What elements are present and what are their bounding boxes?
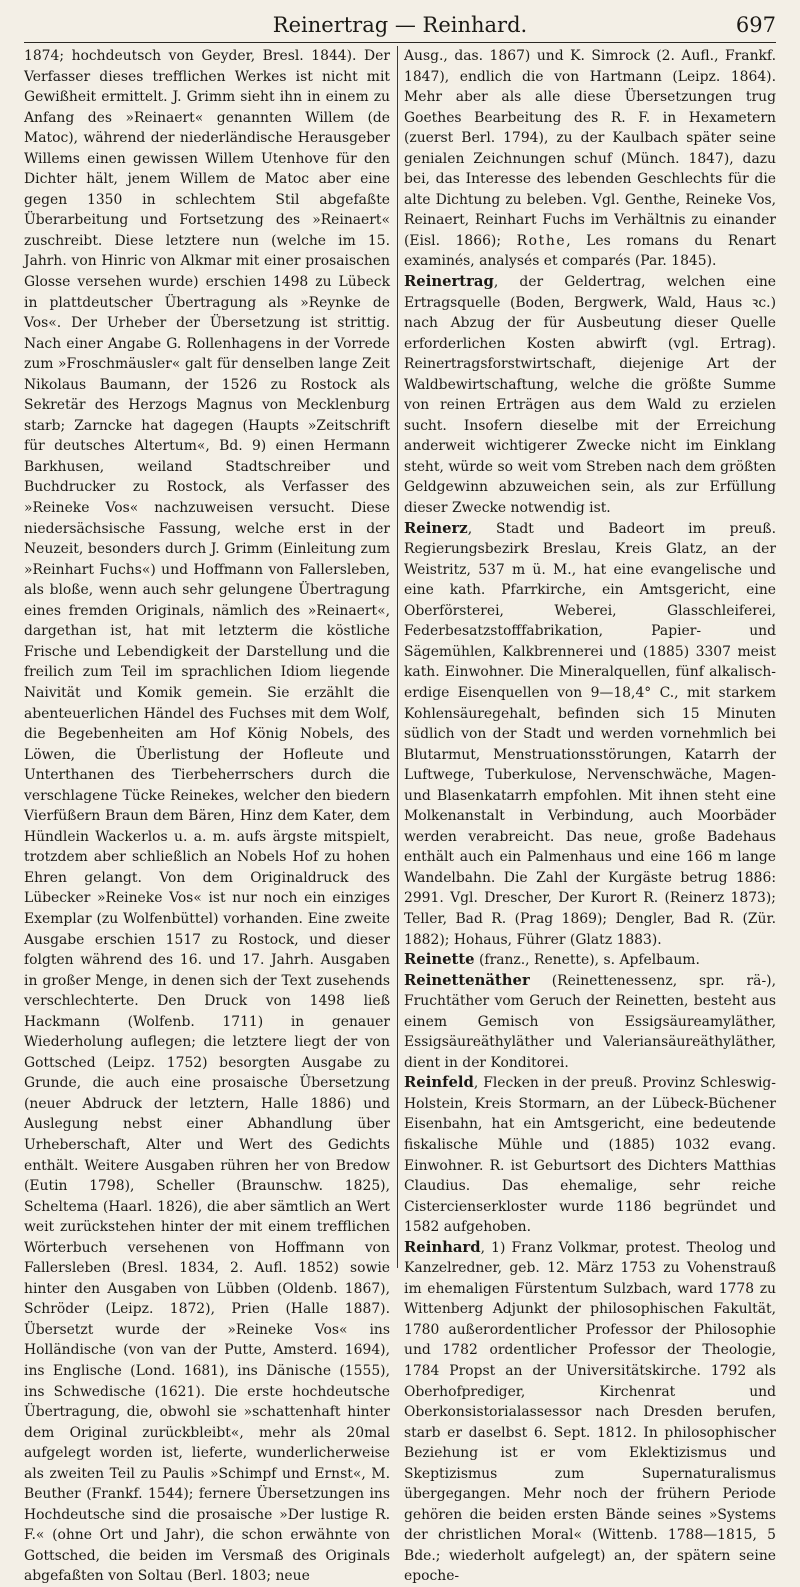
entry-text: , der Geldertrag, welchen eine Ertragsquelle (Boden, Bergwerk, Wald, Haus ꝛc.) nach Abzug der für Ausbeutung dieser Quelle erforderlichen Kosten abwirft (vgl. Ertrag). Reinertragsforstwirtschaft, diejenige Art der Waldbewirtschaftung, welche die größte Summe von reinen Erträgen aus dem Wald zu erzielen sucht. Insofern dieselbe mit der Erreichung anderweit wichtigerer Zwecke nicht im Einklang steht, würde so weit vom Streben nach dem größten Geldgewinn abzuweichen sein, als zur Erfüllung dieser Zwecke notwendig ist. — [404, 274, 776, 517]
entry-reinettenaether — [404, 971, 776, 1074]
left-column — [24, 46, 390, 1585]
entry-text: , 1) Franz Volkmar, protest. Theolog und Kanzelredner, geb. 12. März 1753 zu Vohenstrauß im ehemaligen Fürstentum Sulzbach, ward 1778 zu Wittenberg Adjunkt der philosophischen Fakultät, 1780 außerordentlicher Professor der Philosophie und 1782 ordentlicher Professor der Theologie, 1784 Propst an der Universitätskirche. 1792 als Oberhofprediger, Kirchenrat und Oberkonsistorialassessor nach Dresden berufen, starb er daselbst 6. Sept. 1812. In philosophischer Beziehung ist er vom Eklektizismus und Skeptizismus zum Supernaturalismus übergegangen. Mehr noch der frühern Periode gehören die beiden ersten Bände seines »Systems der christlichen Moral« (Wittenb. 1788—1815, 5 Bde.; wiederholt aufgelegt) an, der spätern seine epoche- — [404, 1239, 776, 1585]
continuation-paragraph — [404, 46, 776, 272]
page-number: 697 — [735, 13, 776, 37]
running-title: Reinertrag — Reinhard. — [272, 13, 528, 37]
headword: Reinhard — [404, 1238, 481, 1256]
continuation-text: Ausg., das. 1867) und K. Simrock (2. Aufl., Frankf. 1847), endlich die von Hartmann (Leipz. 1864). Mehr aber als alle diese Übersetzungen trug Goethes Bearbeitung des R. F. in Hexametern (zuerst Berl. 1794), zu der Kaulbach später seine genialen Zeichnungen schuf (Münch. 1847), dazu bei, das Interesse des lebenden Geschlechts für die alte Dichtung zu beleben. Vgl. Genthe, Reineke Vos, Reinaert, Reinhart Fuchs im Verhältnis zu einander (Eisl. 1866); — [404, 48, 776, 249]
left-column-text: 1874; hochdeutsch von Geyder, Bresl. 1844). Der Verfasser dieses trefflichen Werkes ist nicht mit Gewißheit ermittelt. J. Grimm sieht ihn in einem zu Anfang des »Reinaert« genannten Willem (de Matoc), während der niederländische Herausgeber Willems einen gewissen Willem Utenhove für den Dichter hält, jenem Willem de Matoc aber eine gegen 1350 in schlechtem Stil abgefaßte Überarbeitung und Fortsetzung des »Reinaert« zuschreibt. Diese letztere nun (welche im 15. Jahrh. von Hinric von Alkmar mit einer prosaischen Glosse versehen wurde) erschien 1498 zu Lübeck in plattdeutscher Übertragung als »Reynke de Vos«. Der Urheber der Übersetzung ist strittig. Nach einer Angabe G. Rollenhagens in der Vorrede zum »Froschmäusler« galt für denselben lange Zeit Nikolaus Baumann, der 1526 zu Rostock als Sekretär des Herzogs Magnus von Mecklenburg starb; Zarncke hat dagegen (Haupts »Zeitschrift für deutsches Altertum«, Bd. 9) einen Hermann Barkhusen, weiland Stadtschreiber und Buchdrucker zu Rostock, als Verfasser des »Reineke Vos« nachzuweisen versucht. Diese niedersächsische Fassung, welche erst in der Neuzeit, besonders durch J. Grimm (Einleitung zum »Reinhart Fuchs«) und Hoffmann von Fallersleben, als bloße, wenn auch sehr gelungene Übertragung eines fremden Originals, nämlich des »Reinaert«, dargethan ist, hat mit letzterm die köstliche Frische und Lebendigkeit der Darstellung und die freilich zum Teil im sprachlichen Idiom liegende Naivität und Komik gemein. Sie erzählt die abenteuerlichen Händel des Fuchses mit dem Wolf, die Begebenheiten am Hof König Nobels, des Löwen, die Überlistung der Hofleute und Unterthanen des Tierbeherrschers durch die verschlagene Tücke Reinekes, welcher den biedern Vierfüßern Braun dem Bären, Hinz dem Kater, dem Hündlein Wackerlos u. a. m. aufs ärgste mitspielt, trotzdem aber schließlich an Nobels Hof zu hohen Ehren gelangt. Von dem Originaldruck des Lübecker »Reineke Vos« ist nur noch ein einziges Exemplar (zu Wolfenbüttel) vorhanden. Eine zweite Ausgabe erschien 1517 zu Rostock, und dieser folgten während des 16. und 17. Jahrh. Ausgaben in großer Menge, in denen sich der Text zusehends verschlechterte. Den Druck von 1498 ließ Hackmann (Wolfenb. 1711) in genauer Wiederholung auflegen; die letztere liegt der von Gottsched (Leipz. 1752) besorgten Ausgabe zu Grunde, die auch eine prosaische Übersetzung (neuer Abdruck der letztern, Halle 1886) und Auslegung nebst einer Abhandlung über Urheberschaft, Alter und Wert des Gedichts enthält. Weitere Ausgaben rühren her von Bredow (Eutin 1798), Scheller (Braunschw. 1825), Scheltema (Haarl. 1826), die aber sämtlich an Wert weit zurückstehen hinter der mit einem trefflichen Wörterbuch versehenen von Hoffmann von Fallersleben (Bresl. 1834, 2. Aufl. 1852) sowie hinter den Ausgaben von Lübben (Oldenb. 1867), Schröder (Leipz. 1872), Prien (Halle 1887). Übersetzt wurde der »Reineke Vos« ins Holländische (von van der Putte, Amsterd. 1694), ins Englische (Lond. 1681), ins Dänische (1555), ins Schwedische (1621). Die erste hochdeutsche Übertragung, die, obwohl sie »schattenhaft hinter dem Original zurückbleibt«, mehr als 20mal aufgelegt worden ist, lieferte, wunderlicherweise als zweiten Teil zu Paulis »Schimpf und Ernst«, M. Beuther (Frankf. 1544); fernere Übersetzungen ins Hochdeutsche sind die prosaische »Der lustige R. F.« (ohne Ort und Jahr), die schon erwähnte von Gottsched, die beiden im Versmaß des Originals abgefaßten von Soltau (Berl. 1803; neue — [24, 48, 390, 1585]
column-divider — [397, 46, 398, 1268]
continuation-author: Rothe — [516, 232, 567, 249]
page-header — [24, 8, 776, 43]
headword: Reinfeld — [404, 1074, 474, 1092]
headword: Reinettenäther — [404, 971, 530, 989]
entry-text: (Reinettenessenz, spr. rä-), Fruchtäther vom Geruch der Reinetten, besteht aus einem Gemisch von Essigsäureamyläther, Essigsäureäthyläther und Valeriansäureäthyläther, dient in der Konditorei. — [404, 972, 776, 1071]
headword: Reinette — [404, 951, 475, 969]
right-column — [404, 46, 776, 1585]
entry-reinerz — [404, 519, 776, 950]
entry-text: (franz., Renette), s. Apfelbaum. — [474, 952, 700, 969]
entry-reinhard — [404, 1238, 776, 1587]
entry-text: , Stadt und Badeort im preuß. Regierungsbezirk Breslau, Kreis Glatz, an der Weistritz, 537 m ü. M., hat eine evangelische und eine kath. Pfarrkirche, ein Amtsgericht, eine Oberförsterei, Weberei, Glasschleiferei, Federbesatzstofffabrikation, Papier- und Sägemühlen, Kalkbrennerei und (1885) 3307 meist kath. Einwohner. Die Mineralquellen, fünf alkalisch-erdige Eisenquellen von 9—18,4° C., mit starkem Kohlensäuregehalt, befinden sich 15 Minuten südlich von der Stadt und werden vornehmlich bei Blutarmut, Menstruationsstörungen, Katarrh der Luftwege, Tuberkulose, Nervenschwäche, Magen- und Blasenkatarrh empfohlen. Mit ihnen steht eine Molkenanstalt in Verbindung, auch Moorbäder werden verabreicht. Das neue, große Badehaus enthält auch ein Palmenhaus und eine 166 m lange Wandelbahn. Die Zahl der Kurgäste betrug 1886: 2991. Vgl. Drescher, Der Kurort R. (Reinerz 1873); Teller, Bad R. (Prag 1869); Dengler, Bad R. (Zür. 1882); Hohaus, Führer (Glatz 1883). — [404, 520, 776, 948]
headword: Reinertrag — [404, 273, 494, 291]
entry-reinertrag — [404, 272, 776, 519]
continuation-end: , Les romans du Renart examinés, analysés et comparés (Par. 1845). — [404, 232, 776, 270]
entry-reinette — [404, 950, 776, 971]
headword: Reinerz — [404, 519, 468, 537]
entry-text: , Flecken in der preuß. Provinz Schleswig-Holstein, Kreis Stormarn, an der Lübeck-Büchener Eisenbahn, hat ein Amtsgericht, eine bedeutende fiskalische Mühle und (1885) 1032 evang. Einwohner. R. ist Geburtsort des Dichters Matthias Claudius. Das ehemalige, sehr reiche Cistercienserkloster wurde 1186 begründet und 1582 aufgehoben. — [404, 1075, 776, 1236]
entry-reinfeld — [404, 1073, 776, 1237]
